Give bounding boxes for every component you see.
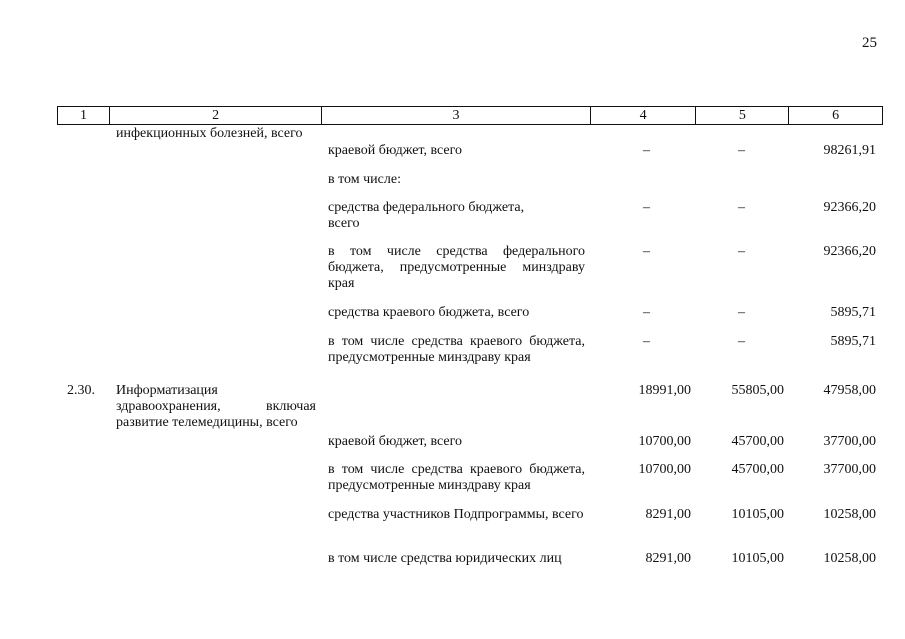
cell-col6: 37700,00	[823, 462, 876, 477]
cell-col4: 18991,00	[638, 383, 691, 398]
cell-col6: 92366,20	[823, 244, 876, 259]
cell-col6: 10258,00	[823, 507, 876, 522]
cell-col5: 55805,00	[731, 383, 784, 398]
column-header-6: 6	[832, 108, 840, 123]
cell-col6: 37700,00	[823, 434, 876, 449]
cell-col6: 92366,20	[823, 200, 876, 215]
cell-col4: 10700,00	[638, 434, 691, 449]
cell-col4: 8291,00	[645, 551, 691, 566]
subrow-text: в том числе средства краевого бюджета, предусмотренные минздраву края	[328, 462, 585, 493]
column-header-5: 5	[696, 107, 789, 124]
cell-col5: –	[738, 200, 745, 215]
subrow-text: в том числе средства краевого бюджета, предусмотренные минздраву края	[328, 334, 585, 365]
subrow-text: краевой бюджет, всего	[328, 143, 463, 158]
subrow-text: в том числе средства федерального бюджета, предусмотренные минздраву края	[328, 244, 585, 291]
subrow-text: средства краевого бюджета, всего	[328, 305, 530, 320]
column-header-1: 1	[58, 107, 110, 124]
cell-col4: –	[643, 200, 650, 215]
page-number: 25	[862, 35, 877, 51]
cell-col5: –	[738, 305, 745, 320]
table-header-row	[57, 106, 883, 125]
cell-col6: 5895,71	[830, 334, 876, 349]
subrow-text: краевой бюджет, всего	[328, 434, 463, 449]
column-header-4: 4	[591, 107, 697, 124]
cell-col5: 10105,00	[731, 551, 784, 566]
row-title: Информатизация здравоохранения, включая развитие телемедицины, всего	[116, 383, 316, 430]
cell-col6: 10258,00	[823, 551, 876, 566]
cell-col4: –	[643, 305, 650, 320]
subrow-text: в том числе:	[328, 172, 401, 187]
cell-col6: 5895,71	[830, 305, 876, 320]
column-header-2: 2	[110, 107, 322, 124]
cell-col6: 98261,91	[823, 143, 876, 158]
cell-col5: –	[738, 143, 745, 158]
cell-col5: –	[738, 334, 745, 349]
cell-col5: 45700,00	[731, 434, 784, 449]
cell-col4: –	[643, 244, 650, 259]
subrow-text: средства участников Подпрограммы, всего	[328, 507, 584, 522]
cell-col4: 8291,00	[645, 507, 691, 522]
cell-col4: –	[643, 143, 650, 158]
cell-col4: 10700,00	[638, 462, 691, 477]
subrow-text: в том числе средства юридических лиц	[328, 551, 562, 566]
subrow-text: средства федерального бюджета, всего	[328, 200, 525, 231]
row-number: 2.30.	[67, 383, 95, 398]
cell-col5: 10105,00	[731, 507, 784, 522]
column-header-3: 3	[322, 107, 590, 124]
cell-col5: 45700,00	[731, 462, 784, 477]
cell-col6: 47958,00	[823, 383, 876, 398]
cell-col4: –	[643, 334, 650, 349]
row-title-continuation: инфекционных болезней, всего	[116, 126, 303, 141]
cell-col5: –	[738, 244, 745, 259]
